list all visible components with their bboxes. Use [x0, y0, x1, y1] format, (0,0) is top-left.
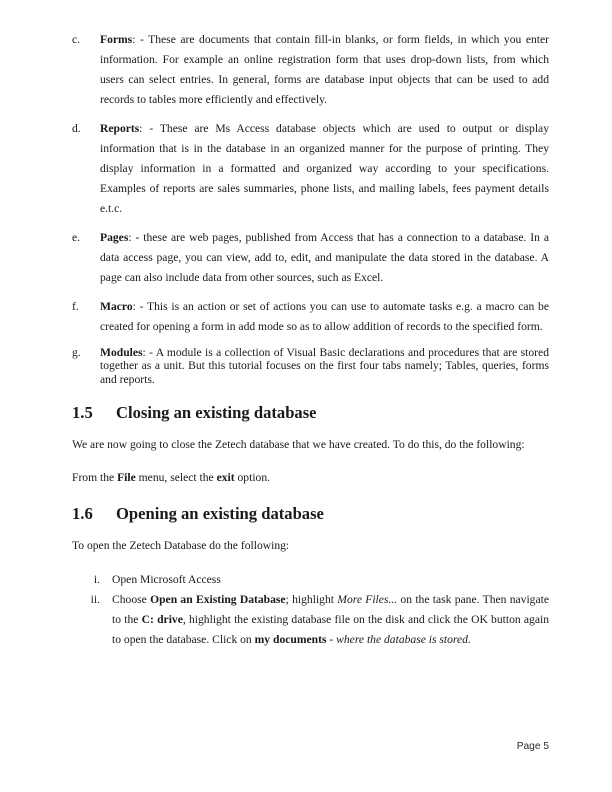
list-item-term: Macro: [100, 300, 133, 313]
list-item: [72, 30, 549, 110]
section-number: 1.5: [72, 403, 93, 423]
section-1-6-intro: To open the Zetech Database do the following:: [72, 539, 290, 553]
list-marker: f.: [72, 300, 79, 313]
para-text-mid: menu, select the: [135, 471, 217, 485]
list-marker: c.: [72, 33, 81, 46]
list-item-separator: : -: [132, 33, 149, 46]
section-heading-1-5: [72, 402, 549, 424]
list-item-term: Pages: [100, 231, 129, 244]
list-item-separator: : -: [142, 346, 156, 359]
step-text-mid-4: -: [326, 633, 337, 647]
database-objects-list: [72, 30, 549, 386]
drive-label-c: C: drive: [141, 613, 183, 627]
list-item: [72, 297, 549, 337]
list-item-separator: : -: [139, 122, 160, 135]
list-item-term: Modules: [100, 346, 143, 359]
list-marker: ii.: [90, 593, 100, 607]
task-pane-item-more-files: More Files...: [337, 593, 398, 607]
folder-label-my-documents: my documents: [254, 633, 327, 647]
list-item-separator: : -: [128, 231, 144, 244]
list-item-body: A module is a collection of Visual Basic declarations and procedures that are stored together as a unit. But this tutorial focuses on the first four tabs namely; Tables, queries, forms and reports.: [100, 346, 549, 386]
step-note-italic: where the database is stored.: [336, 633, 471, 647]
para-text-post: option.: [234, 471, 271, 485]
list-item: [72, 570, 549, 590]
list-item: [72, 228, 549, 288]
list-item-body: These are Ms Access database objects which are used to output or display information that is in the database in an organized manner for the purpose of printing. They display information in a formatted and organized way according to your specifications. Examples of reports are sales summaries, phone lists, and mailing labels, fees payment details e.t.c.: [100, 122, 549, 215]
section-heading-1-6: [72, 503, 549, 525]
page-content: [72, 30, 549, 650]
section-title: Opening an existing database: [116, 504, 324, 524]
list-item-term: Forms: [100, 33, 133, 46]
section-1-5-paragraph-1: We are now going to close the Zetech database that we have created. To do this, do the following:: [72, 438, 525, 452]
list-item-term: Reports: [100, 122, 140, 135]
step-text-mid-2: on the task pane. Then navigate to the: [112, 593, 549, 627]
list-marker: d.: [72, 122, 81, 135]
para-text-pre: From the: [72, 471, 118, 485]
list-marker: g.: [72, 346, 81, 359]
page-footer: [72, 741, 549, 752]
list-marker: i.: [93, 573, 100, 587]
dialog-option-open-existing-database: Open an Existing Database: [150, 593, 286, 607]
list-item-body: These are documents that contain fill-in blanks, or form fields, in which you enter information. For example an online registration form that uses drop-down lists, from which users can select entries. In general, forms are database input objects that can be used to add records to tables more efficiently and effectively.: [100, 33, 550, 106]
list-item-body: This is an action or set of actions you can use to automate tasks e.g. a macro can be created for opening a form in add mode so as to allow addition of records to the specified form.: [100, 300, 549, 333]
menu-name-file: File: [117, 471, 136, 485]
page-number-label: Page 5: [516, 741, 549, 752]
opening-steps-list: [72, 570, 549, 650]
list-marker: e.: [72, 231, 81, 244]
list-item-body: these are web pages, published from Access that has a connection to a database. In a data access page, you can view, add to, edit, and manipulate the data stored in the database. A page can also include data from other sources, such as Excel.: [100, 231, 549, 284]
step-text-mid-1: ; highlight: [285, 593, 338, 607]
step-text-pre: Choose: [112, 593, 151, 607]
section-1-5-paragraph-2: [72, 468, 549, 488]
list-item-separator: : -: [132, 300, 148, 313]
section-title: Closing an existing database: [116, 403, 317, 423]
step-text-mid-3: , highlight the existing database file on the disk and click the OK button again to open the database. Click on: [112, 613, 549, 647]
list-item: [72, 346, 549, 386]
section-number: 1.6: [72, 504, 93, 524]
list-item: [72, 119, 549, 219]
list-item: [72, 590, 549, 650]
menu-option-exit: exit: [216, 471, 235, 485]
step-text: Open Microsoft Access: [112, 573, 221, 587]
